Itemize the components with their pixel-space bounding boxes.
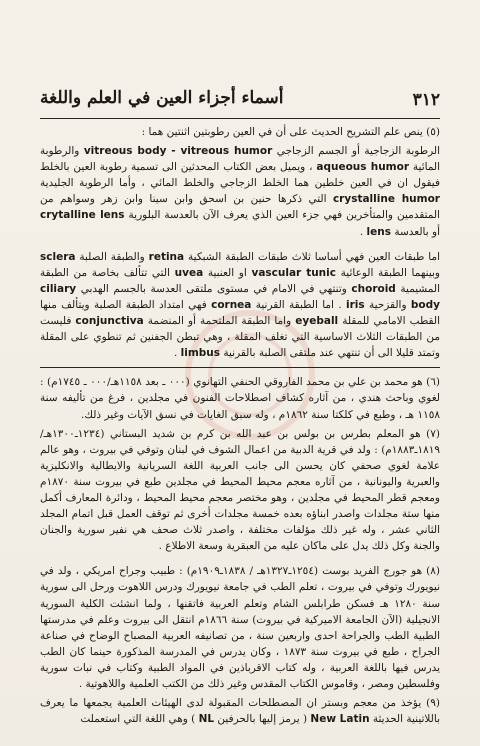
header-rule [40, 118, 440, 119]
latin-term: vitreous body - vitreous humor [83, 145, 273, 158]
text-run: ) وهي اللغة التي استعملت [80, 713, 199, 726]
text-run: (٥) ينص علم التشريح الحديث على أن في العين رطوبتين اثنتين هما : [141, 126, 440, 138]
text-run: (٨) هو جورج الفريد بوست (١٢٥٤ـ١٣٢٧هـ / ١٨٣٨ـ١٩٠٩م) : طبيب وجراح امريكي ، ولد في نيويورك وتوفي في بيروت ، تعلم الطب في جامعة نيويورك ودرس اللاهوت ورحل الى سورية سنة ١٢٨٠ هـ فسكن طرابلس الشام وتعلم العربية فاتقنها ، ولما انشئت الكلية السورية الانجيلية (الآن الجامعة الاميركية في بيروت) سنة ١٨٦٦م انتقل الى بيروت وعلم في مدرستها الطبية الطب والجراحة احدى واربعين سنة ، من تصانيفه العربية المصباح الوضاح في صناعة الجراح ، طبع في بيروت سنة ١٨٧٣ ، وكان يدرس في المدرسة المذكورة حينما كان الطب يدرس فيها باللغة العربية ، وله كتاب الاقرباذين في المواد الطبية وكتاب في نبات سورية وفلسطين ومصر ، وقاموس الكتاب المقدس وغير ذلك من الكتب العلمية واللاهوتية . [40, 565, 441, 690]
latin-term: crystalline humor [332, 193, 440, 206]
footnotes [40, 374, 440, 727]
text-run: وتنتهي في الامام في مستوى ملتقى العدسة بالجسم الهدبي [76, 282, 352, 295]
latin-term: eyeball [295, 315, 339, 328]
latin-term: iris [345, 298, 365, 311]
footnote [40, 695, 440, 727]
page-header [40, 88, 440, 116]
text-run: أو بالعدسة [391, 225, 440, 238]
latin-term: aqueous humor [316, 161, 410, 174]
running-title: أسماء أجزاء العين في العلم واللغة [40, 88, 284, 108]
text-run: فليست من الطبقات الثلاث الاساسية التي تغلف المقلة ، وهي تبطن الجفنين ثم تنطوي على المقلة وتمتد قليلا الى أن تنتهي عند ملتقى الصلبة بالقرنية [40, 315, 440, 360]
text-run: . [359, 225, 367, 238]
footnote-rule [40, 367, 440, 368]
page-number: ٣١٢ [412, 90, 440, 110]
text-run: الرطوبة الزجاجية أو الجسم الزجاجي [272, 145, 441, 158]
text-run: فهي امتداد الطبقة الصلبة ويتألف منها القطب الامامي للمقلة [40, 298, 440, 328]
footnote [40, 563, 440, 692]
text-run: اما طبقات العين فهي أساسا ثلاث طبقات الطبقة الشبكية [184, 250, 440, 263]
latin-term: retina [148, 250, 185, 263]
page-body [40, 124, 440, 730]
text-run: والقزحية [364, 298, 411, 311]
latin-term: lens [366, 225, 391, 238]
latin-term: choroid [351, 282, 396, 295]
latin-term: sclera [40, 250, 76, 263]
latin-term: limbus [180, 347, 221, 360]
text-run: وبينهما الطبقة الوعائية [336, 266, 440, 279]
text-run: التي ذكرها حنين بن اسحق وابن سينا وابن زهر وسواهم من المتقدمين والمتأخرين فهي جزء العين الذي يعرف الآن بالعدسة البلورية [40, 193, 440, 222]
text-run: . اما الطبقة القرنية [251, 298, 346, 311]
latin-term: NL [198, 713, 215, 726]
main-text [40, 124, 440, 361]
paragraph [40, 124, 440, 140]
latin-term: vascular tunic [251, 266, 336, 279]
text-run: (٧) هو المعلم بطرس بن بولس بن عبد الله بن كرم بن شديد البستاني (١٢٣٤ـ١٣٠٠هـ/١٨١٩ـ١٨٨٣م) : ولد في قرية الدبية من اعمال الشوف في لبنان وتوفي في بيروت ، وهو عالم علامة لغوي صحفي كان يحسن الى جانب العربية اللغة السريانية والايطالية والانكليزية والعبرية واليونانية ، من آثاره معجم محيط المحيط في مجلدين طبع في بيروت سنة ١٨٧٠م ومعجم قطر المحيط في مجلدين ، وهو مختصر معجم محيط المحيط ، ودائرة المعارف أكمل منها ستة مجلدات واصدر ابناؤه بعده خمسة مجلدات أخرى ثم توقف العمل قبل اتمام المجلد الثاني عشر ، وله غير ذلك مؤلفات مختلفة ، واصدر ثلاث صحف هي نفير سورية والجنان والجنة وكل ذلك يدل على ماكان عليه من العبقرية وسعة الاطلاع . [40, 427, 440, 553]
text-run: (٦) هو محمد بن علي بن محمد الفاروقي الحنفي التهانوي (٠٠٠ ـ بعد ١١٥٨هـ/٠٠٠ ـ ١٧٤٥م) : لغوي وباحث هندي ، من آثاره كشاف اصطلاحات الفنون في مجلدين ، فرغ من تأليفه سنة ١١٥٨ هـ ، وطبع في كلكتا سنة ١٨٦٢م ، وله سبق الغايات في نسق الآيات وغير ذلك. [40, 376, 440, 421]
text-run: (٩) يؤخذ من معجم وبستر ان المصطلحات المقبولة لدى الهيئات العلمية يجمعها ما يعرف باللاتينية الحديثة [40, 697, 440, 726]
text-run: ( يرمز إليها بالحرفين [214, 713, 311, 726]
text-run: او العنبية [203, 266, 252, 279]
latin-term: uvea [174, 266, 204, 279]
text-run: ، ويميل بعض الكتاب المحدثين الى تسمية رطوبة العين بالخلط فيقول ان في العين خلطين هما الخلط الزجاجي والخلط المائي ، وأما الرطوبة الجليدية [40, 161, 440, 190]
footnote [40, 426, 440, 555]
latin-term: cornea [211, 298, 252, 311]
text-run: . [173, 347, 181, 360]
text-run: والرطوبة المائية [40, 145, 441, 174]
latin-term: crytalline lens [40, 209, 125, 222]
footnote [40, 374, 440, 422]
paragraph [40, 249, 440, 362]
latin-term: conjunctiva [75, 315, 144, 328]
text-run: والطبقة الصلبة [75, 250, 149, 263]
text-run: التي تتألف بخاصة من الطبقة المشيمية [40, 266, 440, 295]
latin-term: New Latin [310, 713, 370, 726]
text-run: واما الطبقة الملتحمة أو المنضمة [143, 315, 296, 328]
paragraph [40, 143, 440, 240]
latin-term: ciliary body [40, 282, 440, 311]
